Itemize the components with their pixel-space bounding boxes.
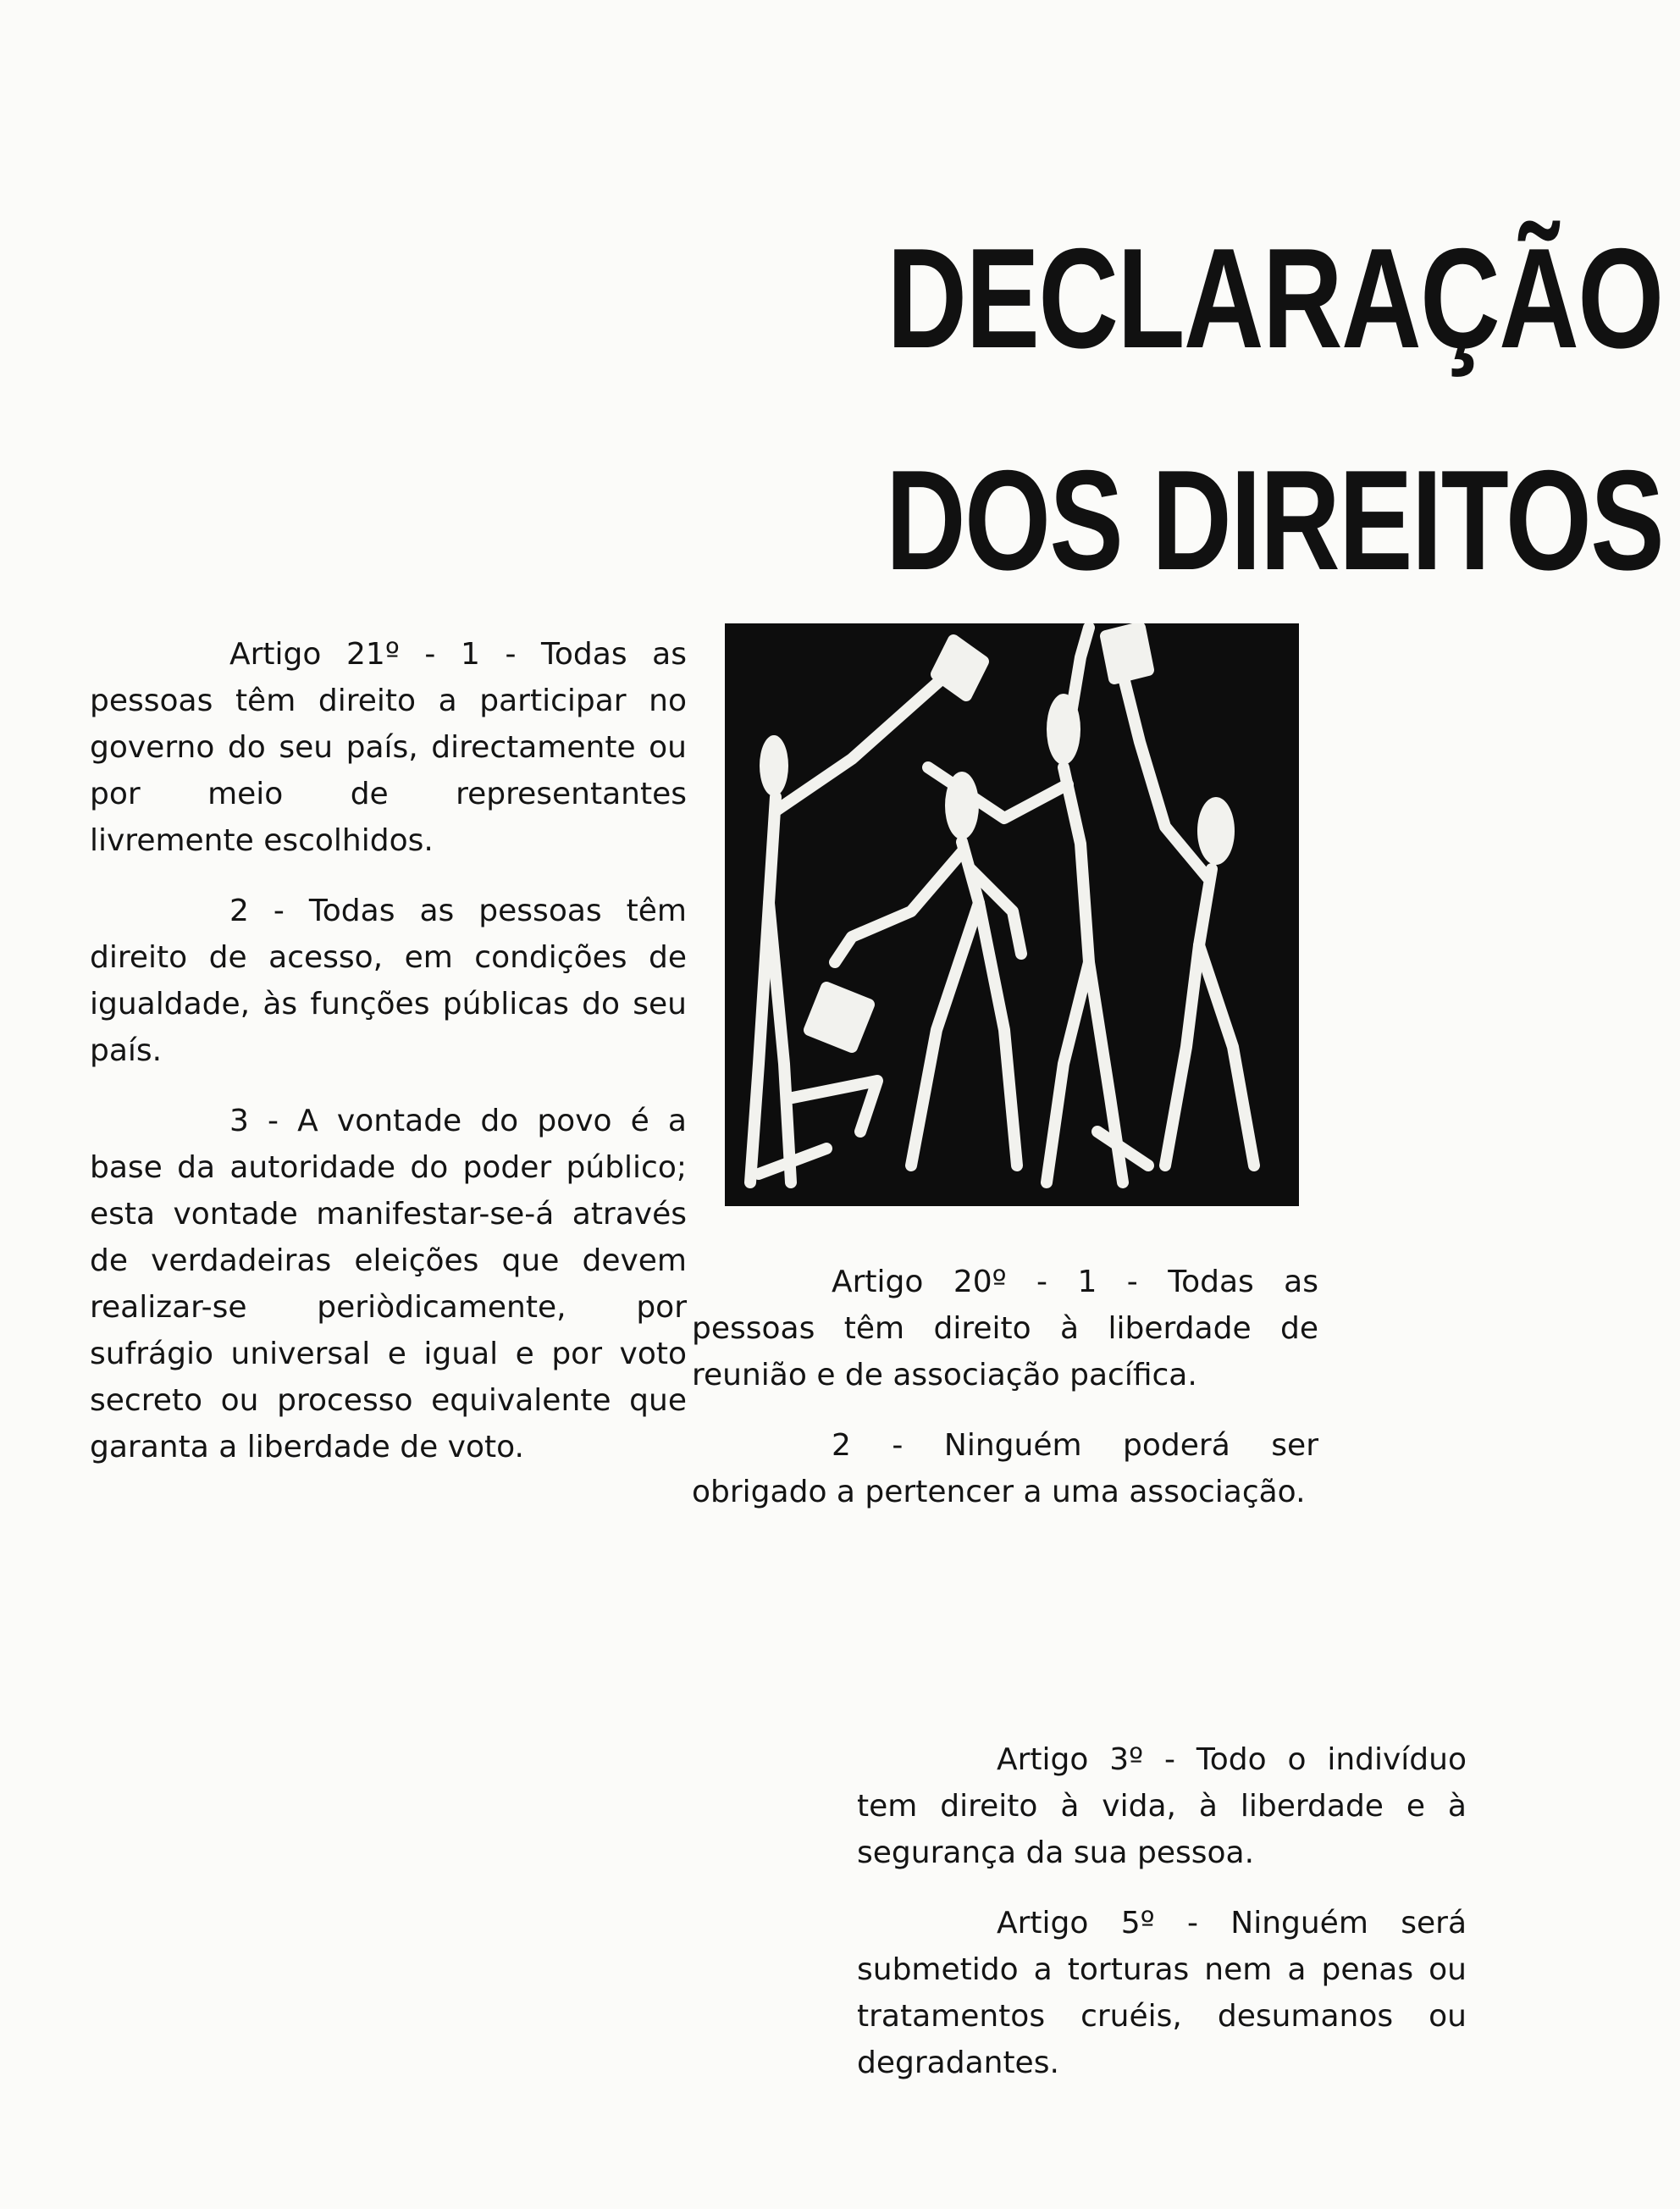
articles-3-5-column (857, 1736, 1467, 2086)
woodcut-figures-image (725, 623, 1299, 1206)
title-line-2: DOS DIREITOS (885, 440, 1663, 600)
article-21-paragraph-2: 2 - Todas as pessoas têm direito de acesso, em condições de igualdade, às funções públicas do seu país. (90, 894, 687, 1068)
article-21-column (90, 631, 687, 1470)
article-21-paragraph-3: 3 - A vontade do povo é a base da autoridade do poder público; esta vontade manifestar-se-á através de verdadeiras eleições que devem realizar-se periòdicamente, por sufrágio universal e igual e por voto secreto ou processo equivalente que garanta a liberdade de voto. (90, 1104, 687, 1464)
article-20-paragraph-1: Artigo 20º - 1 - Todas as pessoas têm direito à liberdade de reunião e de associação pacífica. (692, 1265, 1318, 1392)
article-3-paragraph: Artigo 3º - Todo o indivíduo tem direito à vida, à liberdade e à segurança da sua pessoa. (857, 1742, 1467, 1870)
article-20-paragraph-2: 2 - Ninguém poderá ser obrigado a pertencer a uma associação. (692, 1428, 1318, 1509)
woodcut-illustration (725, 623, 1299, 1206)
article-20-column (692, 1259, 1318, 1515)
article-5-paragraph: Artigo 5º - Ninguém será submetido a torturas nem a penas ou tratamentos cruéis, desumanos ou degradantes. (857, 1906, 1467, 2080)
title-line-1: DECLARAÇÃO (887, 219, 1663, 378)
article-21-paragraph-1: Artigo 21º - 1 - Todas as pessoas têm direito a participar no governo do seu país, directamente ou por meio de representantes livremente escolhidos. (90, 637, 687, 858)
